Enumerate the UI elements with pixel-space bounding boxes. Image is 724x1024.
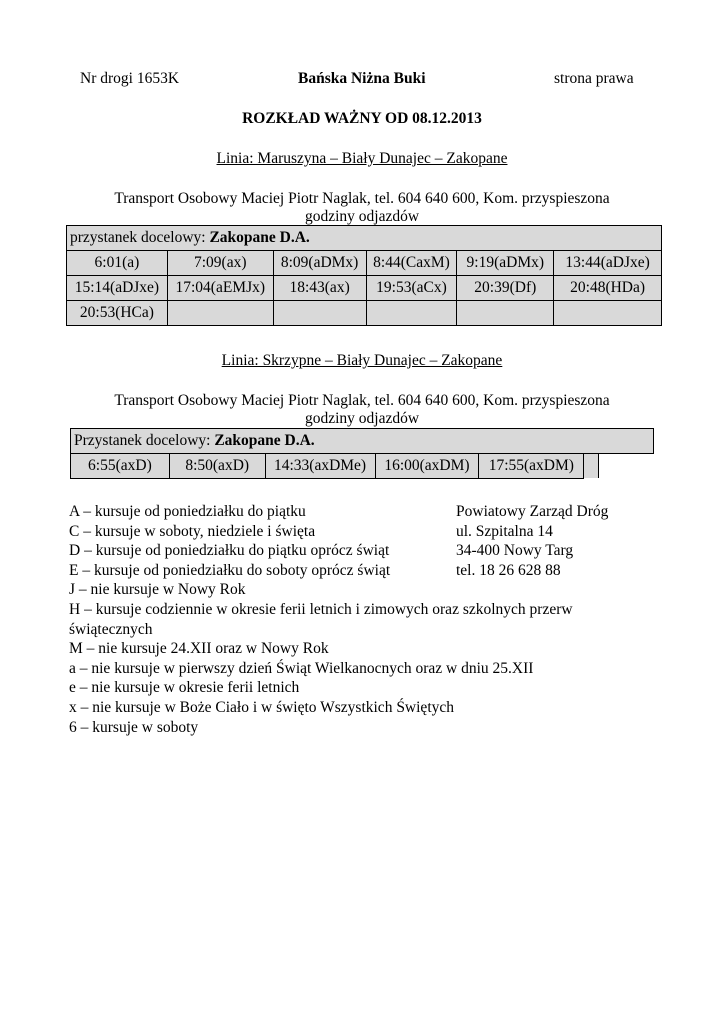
line2-destination-name: Zakopane D.A.	[214, 432, 315, 449]
departure-time: 19:53(aCx)	[366, 276, 457, 301]
departure-time: 20:48(HDa)	[554, 276, 662, 301]
authority-street: ul. Szpitalna 14	[456, 522, 553, 540]
line1-timetable	[66, 225, 662, 326]
legend-item: E – kursuje od poniedziałku do soboty oprócz świąt	[69, 561, 391, 579]
departure-time: 15:14(aDJxe)	[67, 276, 168, 301]
valid-from-title: ROZKŁAD WAŻNY OD 08.12.2013	[242, 110, 482, 127]
empty-cell	[554, 301, 662, 326]
legend-item: e – nie kursuje w okresie ferii letnich	[69, 679, 300, 697]
legend-item: M – nie kursuje 24.XII oraz w Nowy Rok	[69, 640, 329, 658]
authority-phone: tel. 18 26 628 88	[456, 561, 561, 579]
legend-item: świątecznych	[69, 620, 153, 638]
line2-timetable	[70, 428, 654, 479]
line2-title: Linia: Skrzypne – Biały Dunajec – Zakopane	[221, 352, 503, 369]
departure-time: 20:39(Df)	[457, 276, 554, 301]
departure-time: 18:43(ax)	[273, 276, 366, 301]
departure-time: 8:44(CaxM)	[366, 251, 457, 276]
stop-name: Bańska Niżna Buki	[298, 70, 426, 87]
line1-title: Linia: Maruszyna – Biały Dunajec – Zakopane	[216, 150, 508, 167]
line1-destination-name: Zakopane D.A.	[209, 229, 310, 246]
legend-item: J – nie kursuje w Nowy Rok	[69, 581, 246, 599]
road-number: Nr drogi 1653K	[80, 70, 180, 87]
line2-destination-label: Przystanek docelowy:	[74, 432, 215, 449]
departure-time: 8:50(axD)	[169, 454, 265, 479]
empty-cell	[366, 301, 457, 326]
departure-time: 9:19(aDMx)	[457, 251, 554, 276]
empty-cell	[457, 301, 554, 326]
line2-destination	[71, 429, 654, 454]
legend-item: C – kursuje w soboty, niedziele i święta	[69, 522, 316, 540]
line2-operator: Transport Osobowy Maciej Piotr Naglak, tel. 604 640 600, Kom. przyspieszona	[114, 392, 610, 409]
departure-time: 17:55(axDM)	[479, 454, 584, 479]
departure-time: 7:09(ax)	[167, 251, 273, 276]
authority-name: Powiatowy Zarząd Dróg	[456, 503, 609, 520]
legend-item: x – nie kursuje w Boże Ciało i w święto Wszystkich Świętych	[69, 698, 455, 716]
empty-cell	[273, 301, 366, 326]
departure-time: 20:53(HCa)	[67, 301, 168, 326]
line1-operator: Transport Osobowy Maciej Piotr Naglak, tel. 604 640 600, Kom. przyspieszona	[114, 190, 610, 207]
empty-cell	[167, 301, 273, 326]
road-side: strona prawa	[554, 70, 634, 87]
legend-item: a – nie kursuje w pierwszy dzień Świąt Wielkanocnych oraz w dniu 25.XII	[69, 659, 534, 677]
authority-address	[456, 502, 608, 580]
legend-item: 6 – kursuje w soboty	[69, 718, 199, 736]
legend-item: A – kursuje od poniedziałku do piątku	[69, 503, 306, 520]
line1-destination	[67, 226, 662, 251]
legend-item: H – kursuje codziennie w okresie ferii letnich i zimowych oraz szkolnych przerw	[69, 600, 573, 618]
line1-destination-label: przystanek docelowy:	[70, 229, 210, 246]
authority-city: 34-400 Nowy Targ	[456, 542, 574, 560]
departure-time: 17:04(aEMJx)	[167, 276, 273, 301]
legend-item: D – kursuje od poniedziałku do piątku oprócz świąt	[69, 542, 390, 560]
departure-time: 14:33(axDMe)	[265, 454, 375, 479]
departure-time: 16:00(axDM)	[375, 454, 479, 479]
departure-time: 13:44(aDJxe)	[554, 251, 662, 276]
line2-subtitle: godziny odjazdów	[304, 410, 420, 427]
line1-subtitle: godziny odjazdów	[304, 208, 420, 225]
departure-time: 8:09(aDMx)	[273, 251, 366, 276]
empty-cell	[584, 454, 654, 479]
departure-time: 6:55(axD)	[71, 454, 170, 479]
departure-time: 6:01(a)	[67, 251, 168, 276]
